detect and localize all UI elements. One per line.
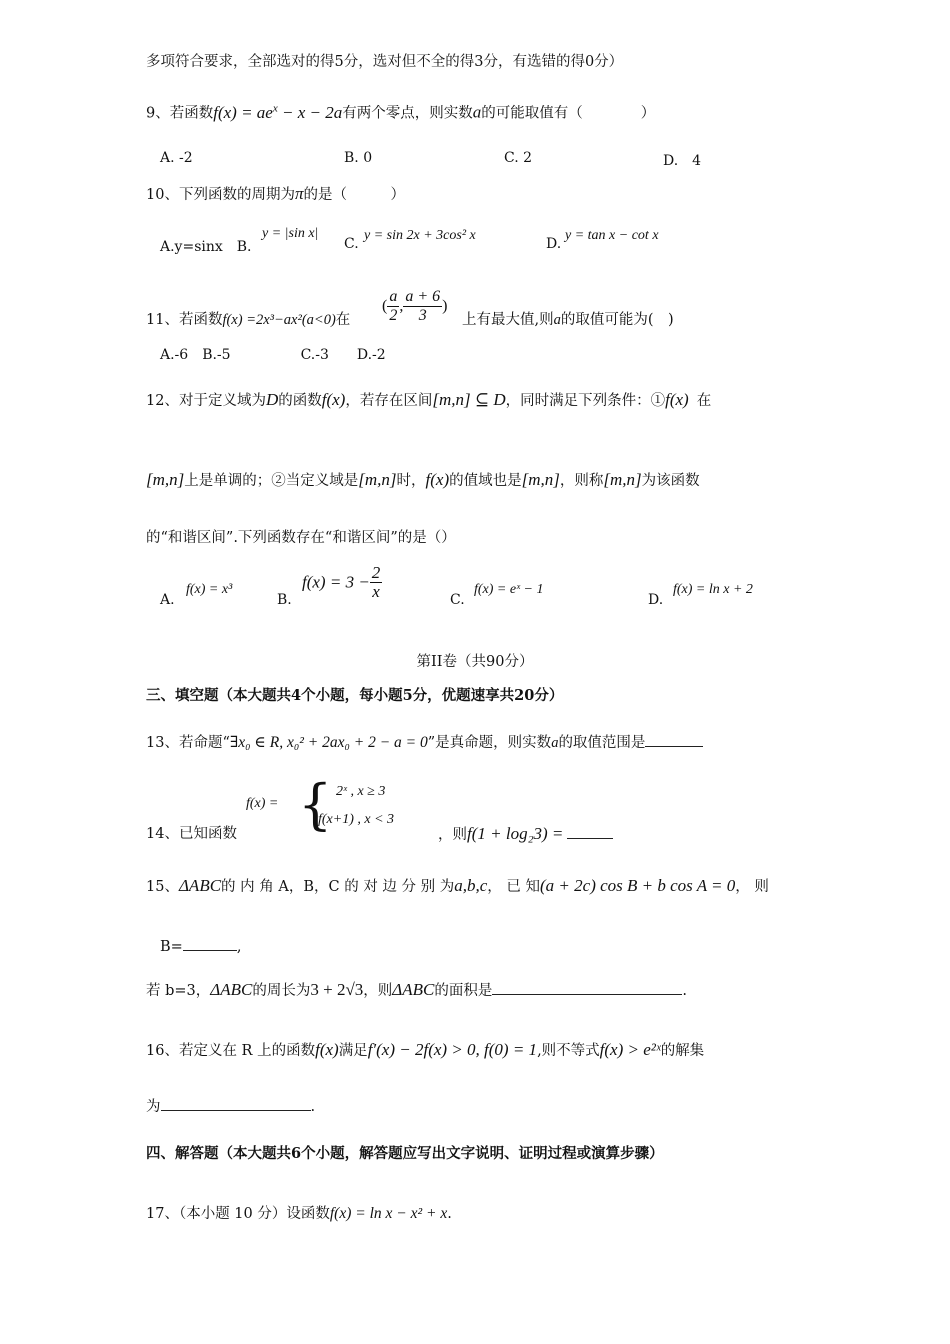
question-15-line-3: 若 b=3，ΔABC的周长为3 + 2√3，则ΔABC的面积是 . bbox=[146, 980, 687, 999]
q12-option-b-label: B. bbox=[277, 592, 292, 608]
part-2-title: 第II卷（共90分） bbox=[416, 654, 534, 670]
q15-answer-b-blank[interactable] bbox=[183, 936, 237, 951]
question-15-line-2: B= , bbox=[160, 936, 241, 957]
q12-option-c: f(x) = eˣ − 1 bbox=[474, 582, 544, 597]
question-12-line-3: 的“和谐区间”.下列函数存在“和谐区间”的是（） bbox=[146, 530, 456, 546]
q14-case-2: f(x+1) , x < 3 bbox=[318, 812, 395, 827]
q9-prefix: 9、若函数 bbox=[146, 105, 214, 122]
q12-option-a-label: A. bbox=[160, 592, 175, 608]
q10-option-b: y = |sin x| bbox=[262, 226, 319, 241]
q10-option-d-label: D. bbox=[546, 236, 562, 252]
question-14-prefix: 14、已知函数 bbox=[146, 826, 237, 842]
question-9 bbox=[146, 98, 655, 124]
q9-suffix: 的可能取值有（ ） bbox=[481, 105, 656, 122]
instruction-line bbox=[146, 52, 623, 72]
q12-option-d-label: D. bbox=[648, 592, 664, 608]
q14-case-1: 2ˣ , x ≥ 3 bbox=[336, 784, 386, 799]
q10-suffix: 的是（ ） bbox=[303, 187, 405, 203]
q16-answer-blank[interactable] bbox=[161, 1096, 311, 1111]
q12-option-a: f(x) = x³ bbox=[186, 582, 233, 597]
question-16-line-1: 16、若定义在 R 上的函数f(x)满足f′(x) − 2f(x) > 0, f(0) = 1,则不等式f(x) > e²ˣ的解集 bbox=[146, 1040, 705, 1059]
question-12-line-1: 12、对于定义域为D的函数f(x)，若存在区间[m,n] ⊆ D，同时满足下列条件：①f(x) 在 bbox=[146, 390, 712, 409]
q12-option-b: f(x) = 3 − $\frac{2}{x}$ bbox=[302, 563, 381, 601]
question-11-prefix: 11、若函数f(x) =2x³−ax²(a<0)在 bbox=[146, 312, 351, 328]
q10-option-c-label: C. bbox=[344, 236, 359, 252]
q10-pi: π bbox=[294, 184, 304, 203]
question-12-line-2: [m,n]上是单调的；②当定义域是[m,n]时，f(x)的值域也是[m,n]，则称[m,n]为该函数 bbox=[146, 470, 700, 489]
q10-option-c: y = sin 2x + 3cos² x bbox=[364, 228, 476, 243]
q9-middle: 有两个零点，则实数 bbox=[342, 105, 473, 122]
question-15-line-1: 15、ΔABC的 内 角 A，B，C 的 对 边 分 别 为a,b,c， 已 知(a + 2c) cos B + b cos A = 0， 则 bbox=[146, 876, 769, 895]
q10-option-d: y = tan x − cot x bbox=[565, 228, 659, 243]
question-10 bbox=[146, 184, 405, 205]
question-17: 17、（本小题 10 分）设函数f(x) = ln x − x² + x. bbox=[146, 1205, 452, 1222]
q10-prefix: 10、下列函数的周期为 bbox=[146, 187, 295, 203]
q14-lhs: f(x) = bbox=[246, 796, 279, 811]
question-14-suffix: ，则f(1 + log₂3) = bbox=[438, 824, 613, 845]
question-16-line-2: 为 . bbox=[146, 1096, 315, 1117]
q9-option-b: B. 0 bbox=[344, 150, 373, 166]
question-11-suffix: 上有最大值,则a的取值可能为( ) bbox=[462, 312, 674, 328]
q9-option-d: D. 4 bbox=[663, 153, 702, 169]
q10-option-a: A.y=sinx B. bbox=[160, 239, 252, 255]
section-3-heading: 三、填空题（本大题共4个小题，每小题5分，优题速享共20分） bbox=[146, 687, 564, 704]
section-4-heading: 四、解答题（本大题共6个小题，解答题应写出文字说明、证明过程或演算步骤） bbox=[146, 1145, 664, 1162]
instruction-text: 多项符合要求，全部选对的得5分，选对但不全的得3分，有选错的得0分） bbox=[146, 54, 624, 70]
q11-options: A.-6 B.-5 C.-3 D.-2 bbox=[160, 347, 386, 363]
question-13: 13、若命题“∃x₀ ∈ R, x₀² + 2ax₀ + 2 − a = 0”是真命题，则实数a的取值范围是 bbox=[146, 732, 703, 753]
q14-brace: { bbox=[298, 773, 333, 836]
q9-variable: a bbox=[472, 102, 482, 122]
q9-option-a: A. -2 bbox=[160, 150, 193, 166]
q15-answer-area-blank[interactable] bbox=[492, 980, 682, 995]
q9-function: $f(x) = ae^x - x - 2a$ bbox=[213, 102, 343, 122]
q11-interval: ( $\frac{a}{2}$ , $\frac{a + 6}{3}$ ) bbox=[382, 288, 448, 324]
q12-option-c-label: C. bbox=[450, 592, 465, 608]
q9-option-c: C. 2 bbox=[504, 150, 533, 166]
q11-function: f(x) =2x³−ax²(a<0) bbox=[222, 312, 336, 328]
q13-answer-blank[interactable] bbox=[645, 732, 703, 747]
q14-answer-blank[interactable] bbox=[567, 824, 613, 839]
q12-option-d: f(x) = ln x + 2 bbox=[673, 582, 753, 597]
